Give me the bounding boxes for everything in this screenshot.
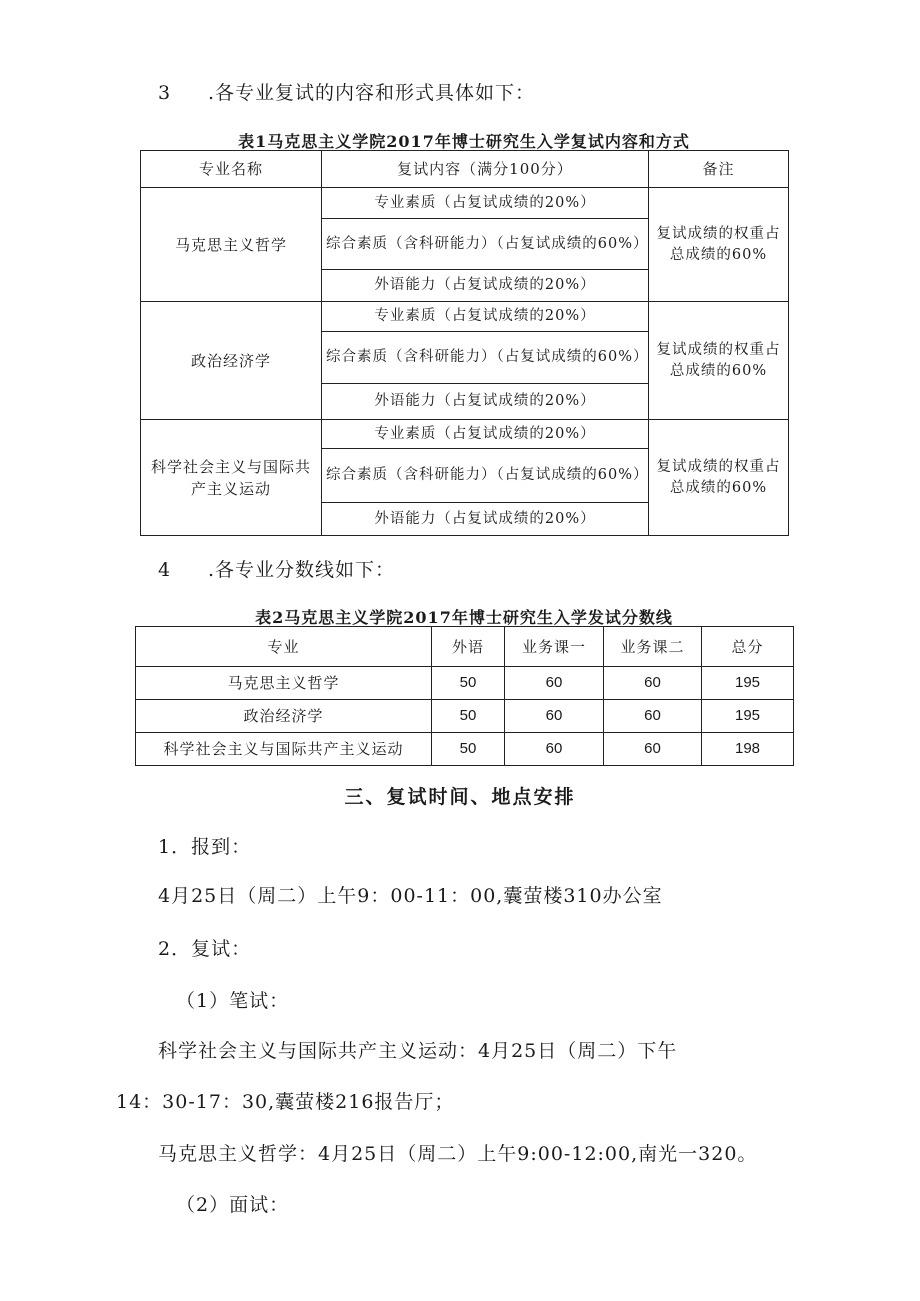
table1-content-item: 专业素质（占复试成绩的20%） — [322, 420, 649, 449]
interview-label: （2）面试： — [176, 1194, 290, 1216]
table1-content-item: 综合素质（含科研能力）（占复试成绩的60%） — [322, 449, 649, 503]
table2-total: 195 — [702, 667, 794, 700]
table2-foreign: 50 — [432, 667, 505, 700]
table2-course2: 60 — [604, 733, 702, 766]
table2-major: 政治经济学 — [136, 700, 432, 733]
table2-header-course2: 业务课二 — [604, 627, 702, 667]
table2-major: 科学社会主义与国际共产主义运动 — [136, 733, 432, 766]
section-3-heading: 三、复试时间、地点安排 — [344, 786, 576, 808]
item-3 — [158, 78, 535, 105]
table2-major: 马克思主义哲学 — [136, 667, 432, 700]
table2-header-total: 总分 — [702, 627, 794, 667]
table1-note: 复试成绩的权重占总成绩的60% — [649, 188, 789, 302]
retest-label: 2．复试： — [158, 938, 252, 960]
table2-course2: 60 — [604, 700, 702, 733]
table1-major: 马克思主义哲学 — [141, 188, 322, 302]
item-4-number: 4 — [158, 559, 172, 581]
table2-row — [136, 733, 794, 766]
table1-content-item: 综合素质（含科研能力）（占复试成绩的60%） — [322, 219, 649, 270]
written-line-3: 马克思主义哲学：4月25日（周二）上午9:00-12:00,南光一320。 — [158, 1143, 758, 1165]
table1-content-item: 专业素质（占复试成绩的20%） — [322, 188, 649, 219]
table1-major: 科学社会主义与国际共产主义运动 — [141, 420, 322, 536]
registration-detail: 4月25日（周二）上午9：00-11：00,囊萤楼310办公室 — [158, 885, 663, 907]
item-4 — [158, 555, 395, 582]
item-3-text: .各专业复试的内容和形式具体如下： — [208, 82, 536, 104]
table1-header-content: 复试内容（满分100分） — [322, 151, 649, 188]
table1-note: 复试成绩的权重占总成绩的60% — [649, 302, 789, 420]
table1-major: 政治经济学 — [141, 302, 322, 420]
table2-header-major: 专业 — [136, 627, 432, 667]
table1-note: 复试成绩的权重占总成绩的60% — [649, 420, 789, 536]
table1-content-item: 外语能力（占复试成绩的20%） — [322, 384, 649, 420]
table2-foreign: 50 — [432, 733, 505, 766]
table2-score-lines — [135, 626, 794, 766]
written-line-1: 科学社会主义与国际共产主义运动：4月25日（周二）下午 — [158, 1040, 678, 1062]
table2-course1: 60 — [505, 700, 604, 733]
table2-total: 195 — [702, 700, 794, 733]
table2-foreign: 50 — [432, 700, 505, 733]
table2-header-course1: 业务课一 — [505, 627, 604, 667]
table2-row — [136, 700, 794, 733]
table1-header-note: 备注 — [649, 151, 789, 188]
table1-content-item: 专业素质（占复试成绩的20%） — [322, 302, 649, 332]
table2-course1: 60 — [505, 733, 604, 766]
table2-caption: 表2马克思主义学院2017年博士研究生入学发试分数线 — [255, 608, 673, 627]
item-3-number: 3 — [158, 82, 172, 104]
table1-header-major: 专业名称 — [141, 151, 322, 188]
table1-content-item: 外语能力（占复试成绩的20%） — [322, 503, 649, 536]
written-line-2: 14：30-17：30,囊萤楼216报告厅； — [116, 1091, 455, 1113]
table1-content-item: 外语能力（占复试成绩的20%） — [322, 270, 649, 302]
table2-total: 198 — [702, 733, 794, 766]
item-4-text: .各专业分数线如下： — [208, 559, 396, 581]
written-label: （1）笔试： — [176, 990, 290, 1012]
table2-course1: 60 — [505, 667, 604, 700]
table1-retest-content — [140, 150, 789, 536]
registration-label: 1．报到： — [158, 836, 252, 858]
table2-header-foreign: 外语 — [432, 627, 505, 667]
table2-course2: 60 — [604, 667, 702, 700]
table1-content-item: 综合素质（含科研能力）（占复试成绩的60%） — [322, 332, 649, 384]
table2-row — [136, 667, 794, 700]
table1-caption: 表1马克思主义学院2017年博士研究生入学复试内容和方式 — [238, 132, 690, 151]
